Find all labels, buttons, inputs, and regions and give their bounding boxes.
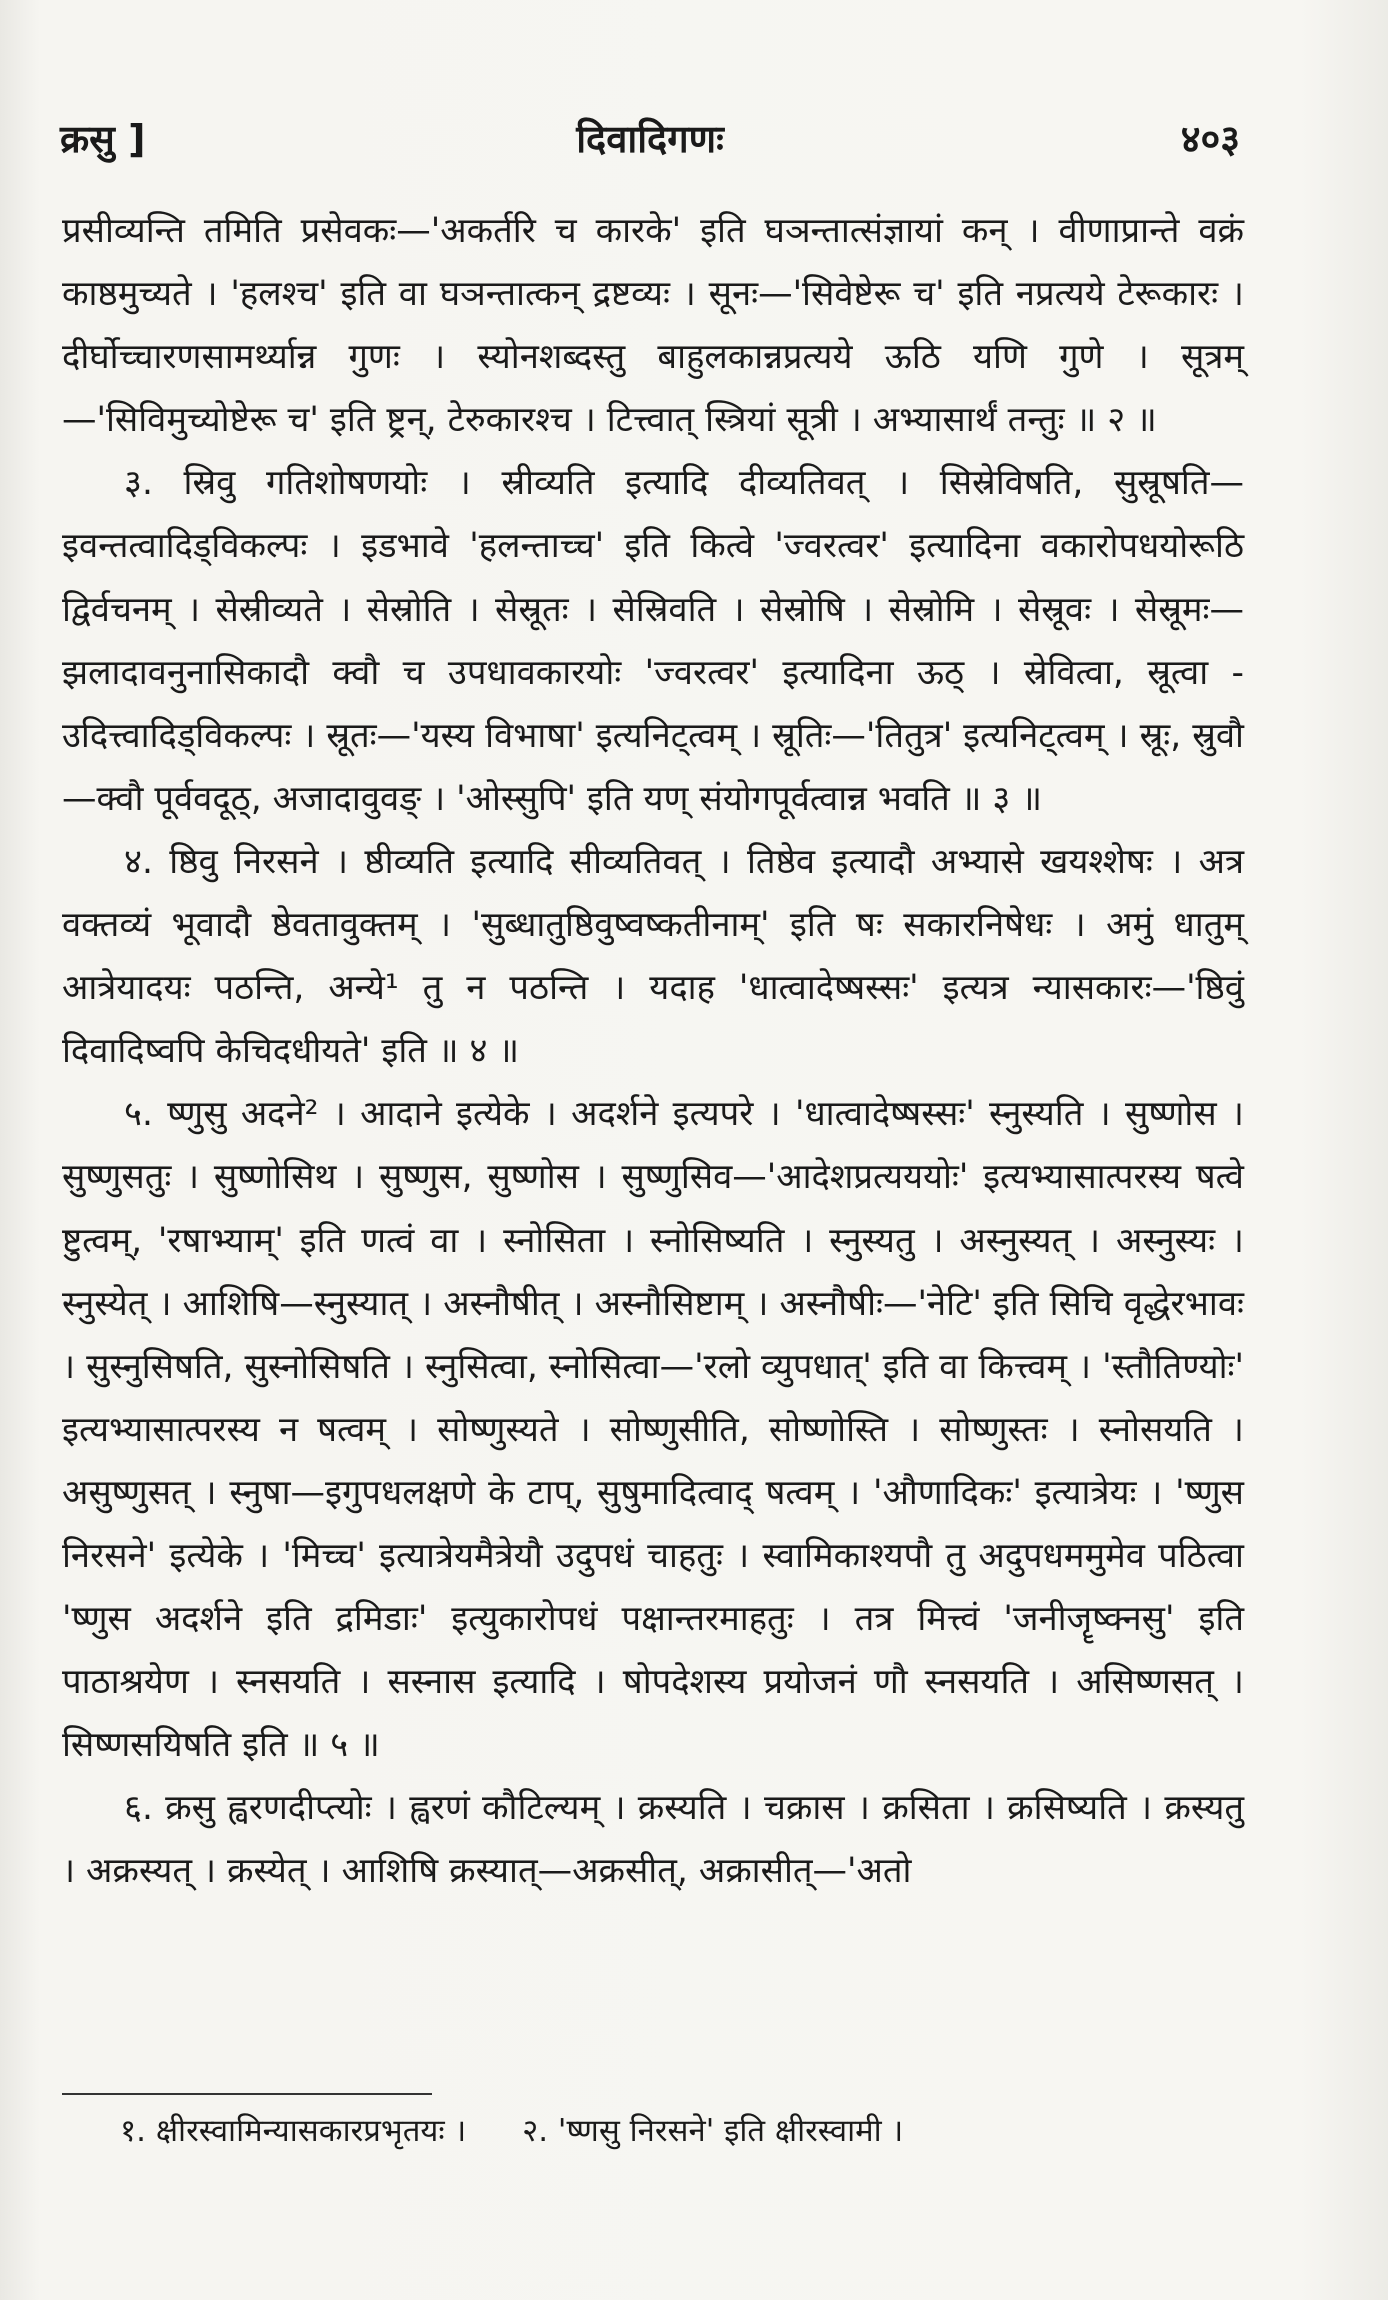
paragraph-3: ३. स्रिवु गतिशोषणयोः । स्रीव्यति इत्यादि दीव्यतिवत् । सिस्रेविषति, सुस्रूषति—इवन्तत्वादिड्विकल्पः । इडभावे 'हलन्ताच्च' इति कित्वे 'ज्वरत्वर' इत्यादिना वकारोपधयोरूठि द्विर्वचनम् । सेस्रीव्यते । सेस्रोति । सेस्रूतः । सेस्रिवति । सेस्रोषि । सेस्रोमि । सेस्रूवः । सेस्रूमः—झलादावनुनासिकादौ क्वौ च उपधावकारयोः 'ज्वरत्वर' इत्यादिना ऊठ् । स्रेवित्वा, स्रूत्वा - उदित्त्वादिड्विकल्पः । स्रूतः—'यस्य विभाषा' इत्यनिट्त्वम् । स्रूतिः—'तितुत्र' इत्यनिट्त्वम् । स्रूः, स्रुवौ—क्वौ पूर्ववदूठ्, अजादावुवङ् । 'ओस्सुपि' इति यण् संयोगपूर्वत्वान्न भवति ॥ ३ ॥ — [62, 463, 1244, 819]
paragraph-2-continuation: प्रसीव्यन्ति तमिति प्रसेवकः—'अकर्तरि च कारके' इति घञन्तात्संज्ञायां कन् । वीणाप्रान्ते वक्रं काष्ठमुच्यते । 'हलश्च' इति वा घञन्तात्कन् द्रष्टव्यः । सूनः—'सिवेष्टेरू च' इति नप्रत्यये टेरूकारः । दीर्घोच्चारणसामर्थ्यान्न गुणः । स्योनशब्दस्तु बाहुलकान्नप्रत्यये ऊठि यणि गुणे । सूत्रम्—'सिविमुच्योष्टेरू च' इति ष्ट्रन्, टेरुकारश्च । टित्त्वात् स्त्रियां सूत्री । अभ्यासार्थं तन्तुः ॥ २ ॥ — [62, 211, 1244, 441]
body-text — [62, 200, 1244, 1904]
paragraph-6: ६. क्रसु ह्वरणदीप्त्योः । ह्वरणं कौटिल्यम् । क्रस्यति । चक्रास । क्रसिता । क्रसिष्यति । क्रस्यतु । अक्रस्यत् । क्रस्येत् । आशिषि क्रस्यात्—अक्रसीत्, अक्रासीत्—'अतो — [62, 1788, 1244, 1892]
paragraph-4: ४. ष्ठिवु निरसने । ष्ठीव्यति इत्यादि सीव्यतिवत् । तिष्ठेव इत्यादौ अभ्यासे खयश्शेषः । अत्र वक्तव्यं भूवादौ ष्ठेवतावुक्तम् । 'सुब्धातुष्ठिवुष्वष्कतीनाम्' इति षः सकारनिषेधः । अमुं धातुम् आत्रेयादयः पठन्ति, अन्ये¹ तु न पठन्ति । यदाह 'धात्वादेष्षस्सः' इत्यत्र न्यासकारः—'ष्ठिवुं दिवादिष्वपि केचिदधीयते' इति ॥ ४ ॥ — [62, 841, 1244, 1072]
running-header — [60, 112, 1240, 172]
header-section-mark: क्रसु ] — [60, 117, 146, 161]
footnote-divider — [62, 2093, 432, 2095]
page-number: ४०३ — [1180, 117, 1240, 161]
paragraph-5: ५. ष्णुसु अदने² । आदाने इत्येके । अदर्शने इत्यपरे । 'धात्वादेष्षस्सः' स्नुस्यति । सुष्णोस । सुष्णुसतुः । सुष्णोसिथ । सुष्णुस, सुष्णोस । सुष्णुसिव—'आदेशप्रत्यययोः' इत्यभ्यासात्परस्य षत्वे ष्टुत्वम्, 'रषाभ्याम्' इति णत्वं वा । स्नोसिता । स्नोसिष्यति । स्नुस्यतु । अस्नुस्यत् । अस्नुस्यः । स्नुस्येत् । आशिषि—स्नुस्यात् । अस्नौषीत् । अस्नौसिष्टाम् । अस्नौषीः—'नेटि' इति सिचि वृद्धेरभावः । सुस्नुसिषति, सुस्नोसिषति । स्नुसित्वा, स्नोसित्वा—'रलो व्युपधात्' इति वा कित्त्वम् । 'स्तौतिण्योः' इत्यभ्यासात्परस्य न षत्वम् । सोष्णुस्यते । सोष्णुसीति, सोष्णोस्ति । सोष्णुस्तः । स्नोसयति । असुष्णुसत् । स्नुषा—इगुपधलक्षणे के टाप्, सुषुमादित्वाद् षत्वम् । 'औणादिकः' इत्यात्रेयः । 'ष्णुस निरसने' इत्येके । 'मिच्च' इत्यात्रेयमैत्रेयौ उदुपधं चाहतुः । स्वामिकाश्यपौ तु अदुपधममुमेव पठित्वा 'ष्णुस अदर्शने इति द्रमिडाः' इत्युकारोपधं पक्षान्तरमाहतुः । तत्र मित्त्वं 'जनीजॄष्क्नसु' इति पाठाश्रयेण । स्नसयति । सस्नास इत्यादि । षोपदेशस्य प्रयोजनं णौ स्नसयति । असिष्णसत् । सिष्णसयिषति इति ॥ ५ ॥ — [62, 1094, 1244, 1766]
header-title: दिवादिगणः — [576, 117, 724, 161]
footnote-2: २. 'ष्णसु निरसने' इति क्षीरस्वामी । — [522, 2113, 904, 2149]
footnote-1: १. क्षीरस्वामिन्यासकारप्रभृतयः । — [120, 2113, 467, 2149]
footnotes — [120, 2105, 1220, 2157]
